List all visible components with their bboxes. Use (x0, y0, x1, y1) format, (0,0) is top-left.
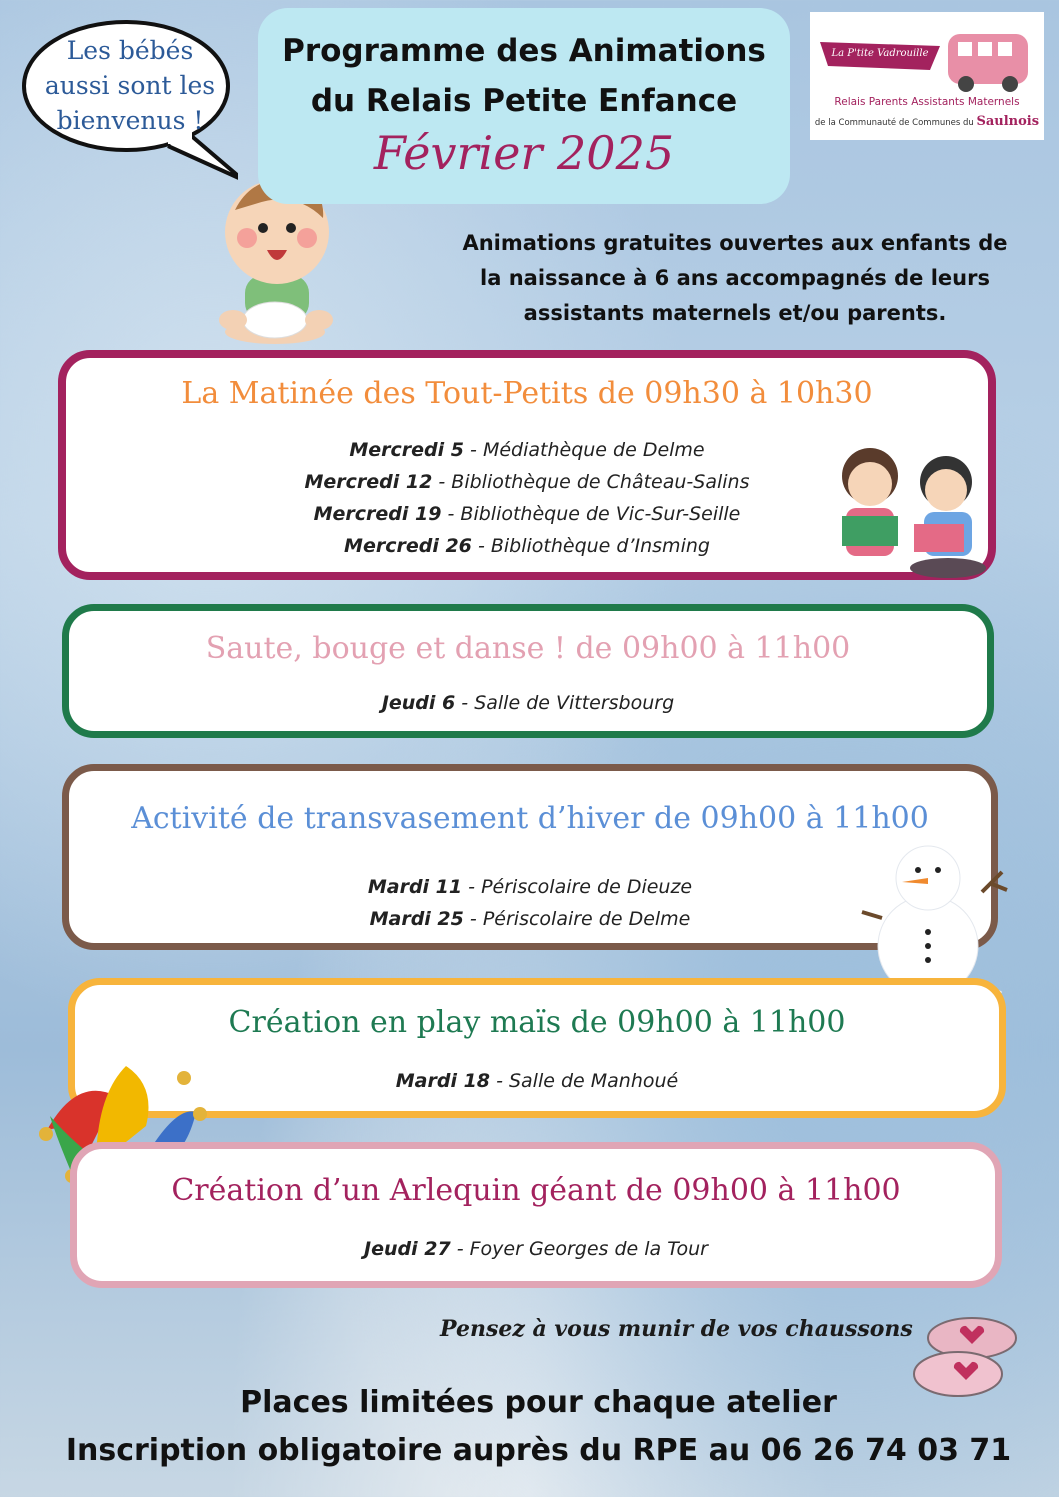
row-separator: - (441, 503, 461, 525)
page-title (258, 26, 790, 126)
slippers-note: Pensez à vous munir de vos chaussons (440, 1316, 913, 1342)
row-place: Foyer Georges de la Tour (469, 1238, 708, 1260)
intro-line-3: assistants maternels et/ou parents. (523, 301, 947, 325)
row-day: Mardi 25 (369, 908, 464, 930)
section-title: Activité de transvasement d’hiver de 09h00 à 11h00 (131, 801, 929, 836)
bubble-line-1: Les bébés (66, 36, 194, 65)
row-day: Mercredi 26 (344, 535, 472, 557)
row-place: Médiathèque de Delme (482, 439, 705, 461)
row-place: Périscolaire de Delme (482, 908, 691, 930)
intro-line-2: la naissance à 6 ans accompagnés de leurs (480, 266, 990, 290)
logo-brand: Saulnois (976, 114, 1040, 129)
intro-text (440, 226, 1030, 331)
row-place: Périscolaire de Dieuze (481, 876, 693, 898)
logo-line-2-text: de la Communauté de Communes du (814, 118, 974, 128)
section-saute (62, 604, 994, 738)
month-title: Février 2025 (373, 126, 675, 180)
row-day: Mercredi 12 (304, 471, 433, 493)
row-day: Mercredi 19 (313, 503, 442, 525)
bubble-line-2: aussi sont les (44, 71, 216, 100)
row-place: Salle de Manhoué (508, 1070, 679, 1092)
section-rows (69, 687, 987, 719)
row-separator: - (471, 535, 491, 557)
row-separator: - (490, 1070, 509, 1092)
title-line-2: du Relais Petite Enfance (310, 83, 738, 119)
intro-line-1: Animations gratuites ouvertes aux enfants de (462, 231, 1008, 255)
row-place: Bibliothèque d’Insming (490, 535, 710, 557)
logo-line-1: Relais Parents Assistants Maternels (834, 96, 1020, 108)
row-place: Bibliothèque de Vic-Sur-Seille (460, 503, 741, 525)
row-place: Bibliothèque de Château-Salins (451, 471, 750, 493)
logo-line-2 (810, 114, 1044, 129)
section-title: Création d’un Arlequin géant de 09h00 à 11h00 (171, 1173, 901, 1208)
row-day: Jeudi 27 (364, 1238, 451, 1260)
section-title: Saute, bouge et danse ! de 09h00 à 11h00 (205, 631, 851, 666)
footer-inscription: Inscription obligatoire auprès du RPE au 06 26 74 03 71 (65, 1433, 1012, 1468)
row-day: Jeudi 6 (381, 692, 456, 714)
row-day: Mercredi 5 (349, 439, 465, 461)
schedule-row (69, 687, 987, 719)
row-place: Salle de Vittersbourg (474, 692, 675, 714)
rpam-logo (810, 12, 1044, 140)
section-title: La Matinée des Tout-Petits de 09h30 à 10h30 (181, 376, 873, 411)
row-separator: - (455, 692, 475, 714)
logo-banner: La P'tite Vadrouille (831, 48, 929, 59)
bubble-line-3: bienvenus ! (56, 106, 204, 135)
children-reading-illustration (828, 446, 988, 581)
row-separator: - (450, 1238, 470, 1260)
row-separator: - (462, 876, 482, 898)
section-arlequin (70, 1142, 1002, 1288)
schedule-row (77, 1233, 995, 1265)
bubble-text (35, 33, 225, 138)
title-line-1: Programme des Animations (282, 33, 766, 69)
row-separator: - (432, 471, 452, 493)
row-separator: - (464, 439, 483, 461)
footer-places: Places limitées pour chaque atelier (240, 1385, 837, 1420)
section-title: Création en play maïs de 09h00 à 11h00 (228, 1005, 846, 1040)
row-day: Mardi 11 (367, 876, 463, 898)
row-separator: - (463, 908, 483, 930)
section-rows (77, 1233, 995, 1265)
row-day: Mardi 18 (395, 1070, 491, 1092)
